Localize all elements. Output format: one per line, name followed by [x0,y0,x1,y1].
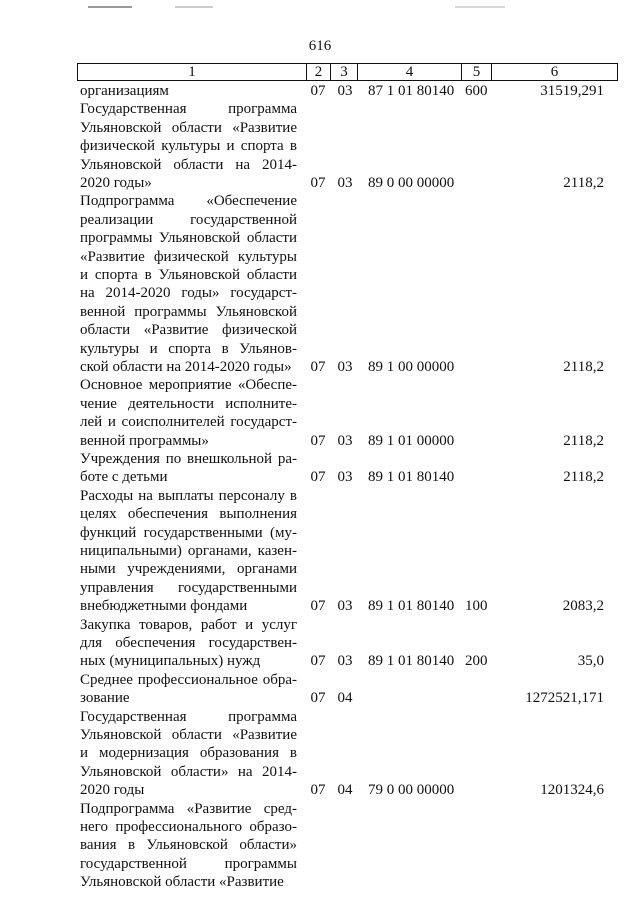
cell-c3: 03 [337,358,353,375]
cell-c2: 07 [310,358,326,375]
row-description [80,616,297,671]
row-description [80,487,297,616]
description-line: государственной программы [80,855,297,872]
cell-c3: 04 [337,690,353,707]
description-line: боте с детьми [80,469,168,486]
cell-c3: 03 [337,469,353,486]
description-line: чение деятельности исполните- [80,395,297,412]
description-line: области «Развитие физической [80,322,297,339]
scan-artifact [175,6,213,8]
description-line: ных (муниципальных) нужд [80,653,261,670]
cell-c3: 03 [337,598,353,615]
row-description [80,376,297,450]
description-line: Ульяновской области на 2014- [80,156,297,173]
row-description [80,671,297,708]
description-line: и спорта в Ульяновской области [80,266,297,283]
cell-c6: 2118,2 [563,432,604,449]
description-line: Подпрограмма «Развитие сред- [80,800,297,817]
description-line: зование [80,690,130,707]
row-description [80,708,297,800]
description-line: Учреждения по внешкольной ра- [80,451,297,467]
description-line: вания в Ульяновской области» [80,837,297,854]
description-line: программы Ульяновской области [80,230,297,247]
description-line: него профессионального образо- [80,818,297,835]
cell-c6: 2083,2 [562,598,604,615]
cell-c2: 07 [310,469,326,486]
description-line: Ульяновской области «Развитие [80,874,284,891]
cell-c6: 1272521,171 [525,690,604,707]
header-col-3: 3 [331,64,358,80]
table-header [77,63,618,81]
cell-c2: 07 [310,782,326,799]
cell-c4: 89 1 01 80140 [368,653,455,670]
cell-c4: 89 1 01 00000 [368,432,455,449]
header-col-4: 4 [358,64,462,80]
description-line: реализации государственной [80,211,297,228]
cell-c5: 600 [465,83,488,99]
description-line: «Развитие физической культуры [80,248,297,265]
cell-c2: 07 [310,83,326,99]
row-description [80,82,297,100]
description-line: функций государственными (му- [80,524,297,541]
cell-c3: 03 [337,432,353,449]
header-col-6: 6 [550,64,559,80]
cell-c3: 03 [337,174,353,191]
cell-c6: 35,0 [577,653,604,670]
cell-c6: 2118,2 [563,469,604,486]
description-line: Ульяновской области» на 2014- [80,763,297,780]
cell-c6: 2118,2 [563,174,604,191]
cell-c4: 89 1 01 80140 [368,598,455,615]
description-line: ниципальными) органами, казен- [80,542,297,559]
description-line: венной программы Ульяновской [80,303,297,320]
row-description [80,100,297,192]
description-line: управления государственными [80,579,297,596]
description-line: лей и соисполнителей государст- [80,414,297,431]
description-line: и модернизация образования в [80,745,297,762]
cell-c4: 89 1 00 00000 [368,358,455,375]
cell-c2: 07 [310,174,326,191]
description-line: Подпрограмма «Обеспечение [80,193,297,210]
description-line: на 2014-2020 годы» государст- [80,285,297,302]
description-line: внебюджетными фондами [80,598,248,615]
header-col-5: 5 [462,64,492,80]
cell-c4: 89 1 01 80140 [368,469,455,486]
cell-c2: 07 [310,598,326,615]
description-line: 2020 годы» [80,174,152,191]
row-description [80,800,297,892]
cell-c4: 87 1 01 80140 [368,83,455,99]
cell-c6: 31519,291 [540,83,604,99]
description-line: Среднее профессиональное обра- [80,671,297,688]
header-col-2: 2 [307,64,331,80]
description-line: культуры и спорта в Ульянов- [80,340,297,357]
cell-c4: 89 0 00 00000 [368,174,455,191]
description-line: Закупка товаров, работ и услуг [80,616,297,633]
cell-c2: 07 [310,432,326,449]
description-line: Расходы на выплаты персоналу в [80,487,297,504]
cell-c5: 100 [465,598,488,615]
description-line: Государственная программа [80,708,297,725]
cell-c3: 03 [337,83,353,99]
cell-c6: 2118,2 [563,358,604,375]
description-line: 2020 годы [80,782,145,799]
description-line: Основное мероприятие «Обеспе- [80,377,297,394]
description-line: целях обеспечения выполнения [80,506,297,523]
cell-c3: 04 [337,782,353,799]
description-line: Ульяновской области «Развитие [80,119,297,136]
cell-c5: 200 [465,653,488,670]
scan-artifact [455,6,505,8]
description-line: венной программы» [80,432,209,449]
row-description [80,192,297,376]
description-line: Ульяновской области «Развитие [80,726,297,743]
cell-c6: 1201324,6 [540,782,604,799]
description-line: для обеспечения государствен- [80,634,297,651]
description-line: ными учреждениями, органами [80,561,297,578]
description-line: Государственная программа [80,101,297,118]
cell-c3: 03 [337,653,353,670]
scan-artifact [88,6,132,8]
header-col-1: 1 [78,64,307,80]
cell-c4: 79 0 00 00000 [368,782,455,799]
page-number: 616 [308,38,332,54]
description-line: организациям [80,83,169,99]
description-line: физической культуры и спорта в [80,138,297,155]
cell-c2: 07 [310,653,326,670]
description-line: ской области на 2014-2020 годы» [80,358,292,375]
cell-c2: 07 [310,690,326,707]
row-description [80,450,297,487]
